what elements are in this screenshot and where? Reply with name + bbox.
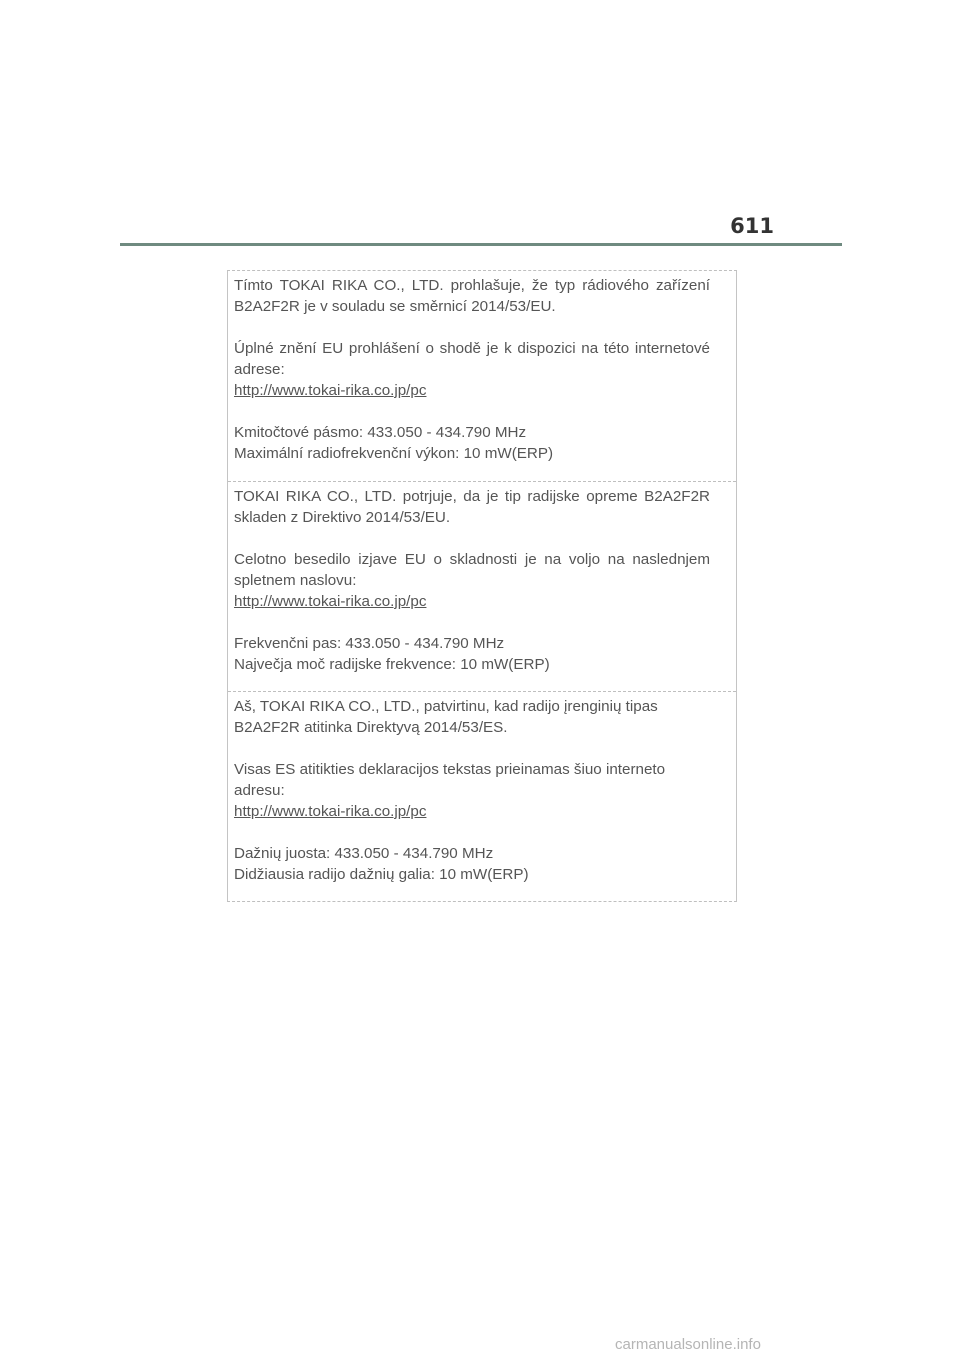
declaration-link[interactable]: http://www.tokai-rika.co.jp/pc (234, 382, 427, 399)
declaration-text: Tímto TOKAI RIKA CO., LTD. prohlašuje, že typ rádiového zařízení B2A2F2R je v souladu se směrnicí 2014/53/EU. (234, 277, 710, 315)
power-text: Največja moč radijske frekvence: 10 mW(ERP) (234, 656, 550, 673)
page-number: 611 (730, 214, 774, 238)
frequency-text: Kmitočtové pásmo: 433.050 - 434.790 MHz (234, 424, 527, 441)
availability-text: Úplné znění EU prohlášení o shodě je k dispozici na této internetové adrese: (234, 340, 710, 378)
declaration-link[interactable]: http://www.tokai-rika.co.jp/pc (234, 593, 427, 610)
power-text: Maximální radiofrekvenční výkon: 10 mW(ERP) (234, 445, 554, 462)
declaration-text: TOKAI RIKA CO., LTD. potrjuje, da je tip radijske opreme B2A2F2R skladen z Direktivo 2014/53/EU. (234, 488, 710, 526)
declarations-box (227, 270, 737, 902)
power-text: Didžiausia radijo dažnių galia: 10 mW(ERP) (234, 866, 529, 883)
frequency-text: Frekvenčni pas: 433.050 - 434.790 MHz (234, 635, 505, 652)
declaration-section-lithuanian (228, 691, 736, 901)
declaration-section-czech (228, 271, 736, 481)
declaration-section-slovenian (228, 481, 736, 691)
header-rule (120, 243, 842, 246)
availability-text: Celotno besedilo izjave EU o skladnosti je na voljo na naslednjem spletnem naslovu: (234, 551, 710, 589)
declaration-link[interactable]: http://www.tokai-rika.co.jp/pc (234, 803, 427, 820)
declaration-text: Aš, TOKAI RIKA CO., LTD., patvirtinu, kad radijo įrenginių tipas B2A2F2R atitinka Direktyvą 2014/53/ES. (234, 698, 658, 736)
frequency-text: Dažnių juosta: 433.050 - 434.790 MHz (234, 845, 494, 862)
availability-text: Visas ES atitikties deklaracijos tekstas prieinamas šiuo interneto adresu: (234, 761, 666, 799)
watermark: carmanualsonline.info (615, 1336, 761, 1353)
